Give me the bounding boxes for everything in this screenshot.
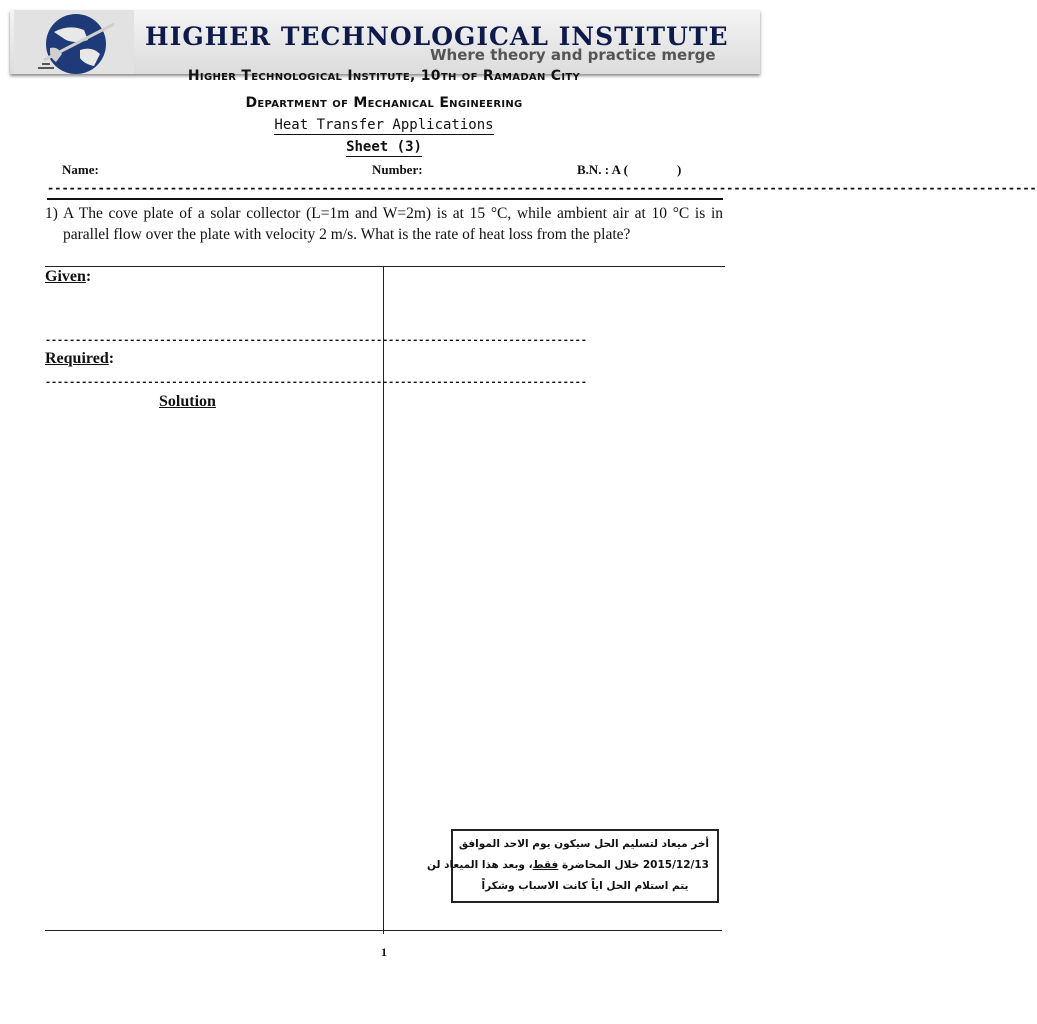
notice-date: 2015/12/13: [642, 859, 709, 871]
bench-number-close: ): [677, 162, 682, 177]
answer-top-rule: [45, 266, 725, 267]
page-number: 1: [381, 945, 387, 959]
solution-label: Solution: [159, 393, 216, 410]
notice-line-1: أخر ميعاد لتسليم الحل سيكون يوم الاحد الموافق: [458, 838, 709, 850]
name-label: Name:: [62, 162, 99, 177]
banner-title: HIGHER TECHNOLOGICAL INSTITUTE: [145, 22, 729, 51]
separator-dashes: -----------------------------------------------------------------------------------------------------------------------------------------: [47, 181, 1037, 195]
institute-heading: Higher Technological Institute, 10th of Ramadan City: [187, 68, 581, 84]
notice-line-2: 2015/12/13 خلال المحاضرة فقط، وبعد هذا الميعاد لن: [427, 859, 709, 871]
sheet-title: Sheet (3): [346, 139, 422, 155]
required-dashes: ------------------------------------------------------------------------------------------: [45, 377, 587, 388]
required-label: Required:: [45, 350, 115, 367]
given-label: Given:: [45, 268, 92, 285]
separator-rule: [47, 198, 723, 200]
course-title: Heat Transfer Applications: [274, 117, 494, 133]
question-text: A The cove plate of a solar collector (L=1m and W=2m) is at 15 °C, while ambient air at 10 °C is in parallel flow over the plate with velocity 2 m/s. What is the rate of heat loss from the plate?: [63, 205, 723, 243]
question-number: 1): [45, 205, 58, 222]
submission-notice: [427, 829, 719, 903]
department-heading: Department of Mechanical Engineering: [245, 95, 523, 111]
given-dashes: ------------------------------------------------------------------------------------------: [45, 335, 587, 346]
globe-logo-icon: [14, 10, 134, 74]
institute-banner: [10, 10, 760, 74]
banner-tagline: Where theory and practice merge: [430, 46, 716, 64]
bench-number-label: B.N. : A (: [577, 162, 628, 177]
answer-bottom-rule: [45, 930, 722, 931]
number-label: Number:: [372, 162, 423, 177]
notice-line-3: يتم استلام الحل اياً كانت الاسباب وشكراً: [481, 880, 689, 892]
answer-divider: [383, 266, 384, 934]
